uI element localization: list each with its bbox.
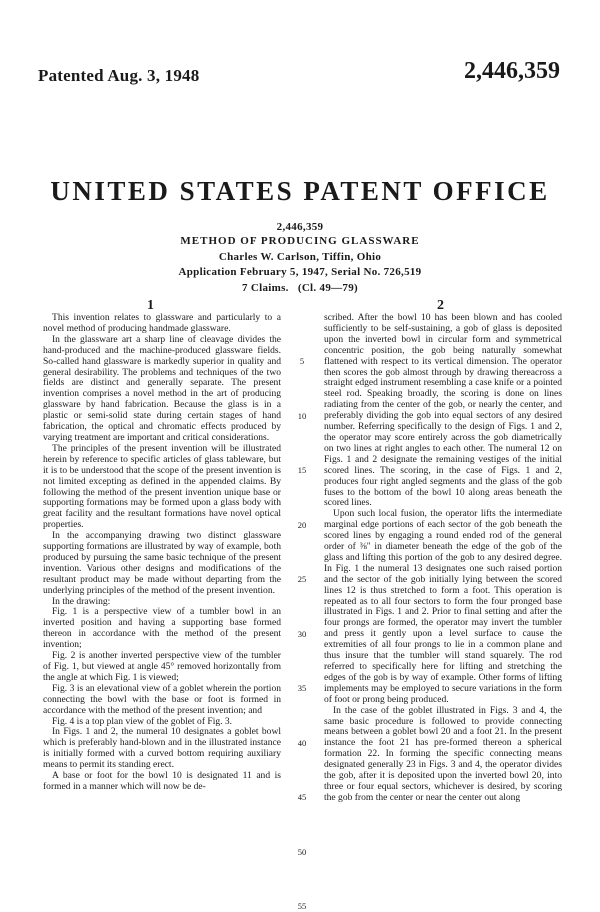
line-number: 35 (297, 683, 307, 693)
column-number-1: 1 (147, 298, 154, 313)
column-number-2: 2 (437, 298, 444, 313)
paragraph: The principles of the present invention will be illustrated herein by reference to specific articles of glass tableware, but it is to be understood that the scope of the present invention is not limited excepting as defined in the appended claims. By following the method of the present invention unique base or supporting formations may be formed upon a glass body with great facility and the resultant formations have novel optical properties. (43, 442, 281, 531)
paragraph: Fig. 3 is an elevational view of a goblet wherein the portion connecting the bowl with the base or foot is formed in accordance with the method of the present invention; and (43, 682, 281, 716)
patent-number: 2,446,359 (464, 58, 560, 84)
line-number: 10 (297, 411, 307, 421)
paragraph: In Figs. 1 and 2, the numeral 10 designates a goblet bowl which is preferably hand-blown and in the illustrated instance is initially formed with a curved bottom requiring auxiliary means to permit its standing erect. (43, 726, 281, 771)
left-column (43, 313, 281, 793)
invention-title: METHOD OF PRODUCING GLASSWARE (180, 235, 420, 247)
office-title: UNITED STATES PATENT OFFICE (50, 176, 550, 206)
patented-date: Patented Aug. 3, 1948 (38, 66, 200, 85)
top-header (38, 58, 560, 96)
paragraph: Fig. 2 is another inverted perspective view of the tumbler of Fig. 1, but viewed at angle 45° removed horizontally from the angle at which Fig. 1 is viewed; (43, 650, 281, 683)
paragraph: Upon such local fusion, the operator lifts the intermediate marginal edge portions of each sector of the gob beneath the scored lines by engaging a round ended rod of the general order of ⅜" in diameter beneath the edge of the gob of the glass and lifting this portion of the gob to any desired degree. In Fig. 1 the numeral 13 designates one such raised portion and the sector of the gob initially lying between the scored lines 12 is thus stretched to form a foot. This operation is repeated as to all four sectors to form the four pronged base illustrated in Figs. 1 and 2. Prior to final setting and after the four prongs are formed, the operator may invert the tumbler and press it gently upon a level surface to cause the extremities of all four prongs to lie in a common plane and thus insure that the tumbler will stand squarely. The rod referred to specifically here for lifting and stretching the edges of the gob is by way of example. Other forms of lifting implements may be employed to secure variations in the form of foot or prong being produced. (324, 508, 562, 705)
paragraph: Fig. 1 is a perspective view of a tumbler bowl in an inverted position and having a supporting base formed thereon in accordance with the method of the present invention; (43, 606, 281, 651)
paragraph: This invention relates to glassware and particularly to a novel method of producing handmade glassware. (43, 312, 281, 334)
line-number: 5 (299, 356, 305, 366)
line-number: 30 (297, 629, 307, 639)
claims-line: 7 Claims. (Cl. 49—79) (242, 282, 358, 294)
inventor-line: Charles W. Carlson, Tiffin, Ohio (218, 251, 382, 263)
right-column (324, 313, 562, 804)
application-line: Application February 5, 1947, Serial No. 726,519 (178, 266, 422, 278)
paragraph: In the case of the goblet illustrated in Figs. 3 and 4, the same basic procedure is followed to provide connecting means between a goblet bowl 20 and a foot 21. In the present instance the foot 21 has pre-formed thereon a spherical formation 22. In forming the specific connecting means designated generally 23 in Figs. 3 and 4, the operator divides the gob, after it is deposited upon the inverted bowl 20, into three or four equal sectors, whichever is desired, by scoring the gob from the center or near the center out along (324, 704, 562, 803)
paragraph: In the glassware art a sharp line of cleavage divides the hand-produced and the machine-produced glassware fields. So-called hand glassware is markedly superior in quality and general desirability. The problems and techniques of the two fields are distinct and generally separate. The present invention comprises a novel method in the art of producing glassware by hand fabrication. Because the glass is in a plastic or semi-solid state during certain stages of hand fabrication, the optical and chromatic effects produced by varying treatment are important and critical considerations. (43, 333, 281, 443)
patent-number-small: 2,446,359 (276, 221, 324, 233)
line-number: 45 (297, 792, 307, 802)
paragraph: scribed. After the bowl 10 has been blown and has cooled sufficiently to be self-sustaining, a gob of glass is deposited upon the inverted bowl in circular form and symmetrical concentric position, the gob being naturally somewhat flattened with respect to its vertical dimension. The operator then scores the gob almost through by drawing thereacross a straight edged instrument resembling a case knife or a pointed steel rod. Speaking broadly, the scoring is done on lines radiating from the center of the gob, or nearly the center, and preferably dividing the gob into equal sectors of any desired number. Referring specifically to the design of Figs. 1 and 2, the operator may score entirely across the gob diametrically on two lines at right angles to each other. The numeral 12 on Figs. 1 and 2 designate the remaining vestiges of the initial scored lines. The scoring, in the case of Figs. 1 and 2, produces four right angled segments and the glass of the gob fuses to the bottom of the bowl 10 along areas beneath the scored lines. (324, 312, 562, 509)
paragraph: In the accompanying drawing two distinct glassware supporting formations are illustrated by way of example, both produced by pursuing the same basic technique of the present invention. Various other designs and modifications of the resultant product may be made without departing from the underlying principles of the method of the present invention. (43, 530, 281, 596)
line-number: 50 (297, 847, 307, 857)
paragraph: Fig. 4 is a top plan view of the goblet of Fig. 3. (52, 715, 233, 727)
line-number: 15 (297, 465, 307, 475)
paragraph: In the drawing: (52, 595, 111, 607)
line-number: 40 (297, 738, 307, 748)
line-number: 55 (297, 901, 307, 911)
line-number: 25 (297, 574, 307, 584)
paragraph: A base or foot for the bowl 10 is designated 11 and is formed in a manner which will now be de- (43, 770, 281, 792)
line-number: 20 (297, 520, 307, 530)
